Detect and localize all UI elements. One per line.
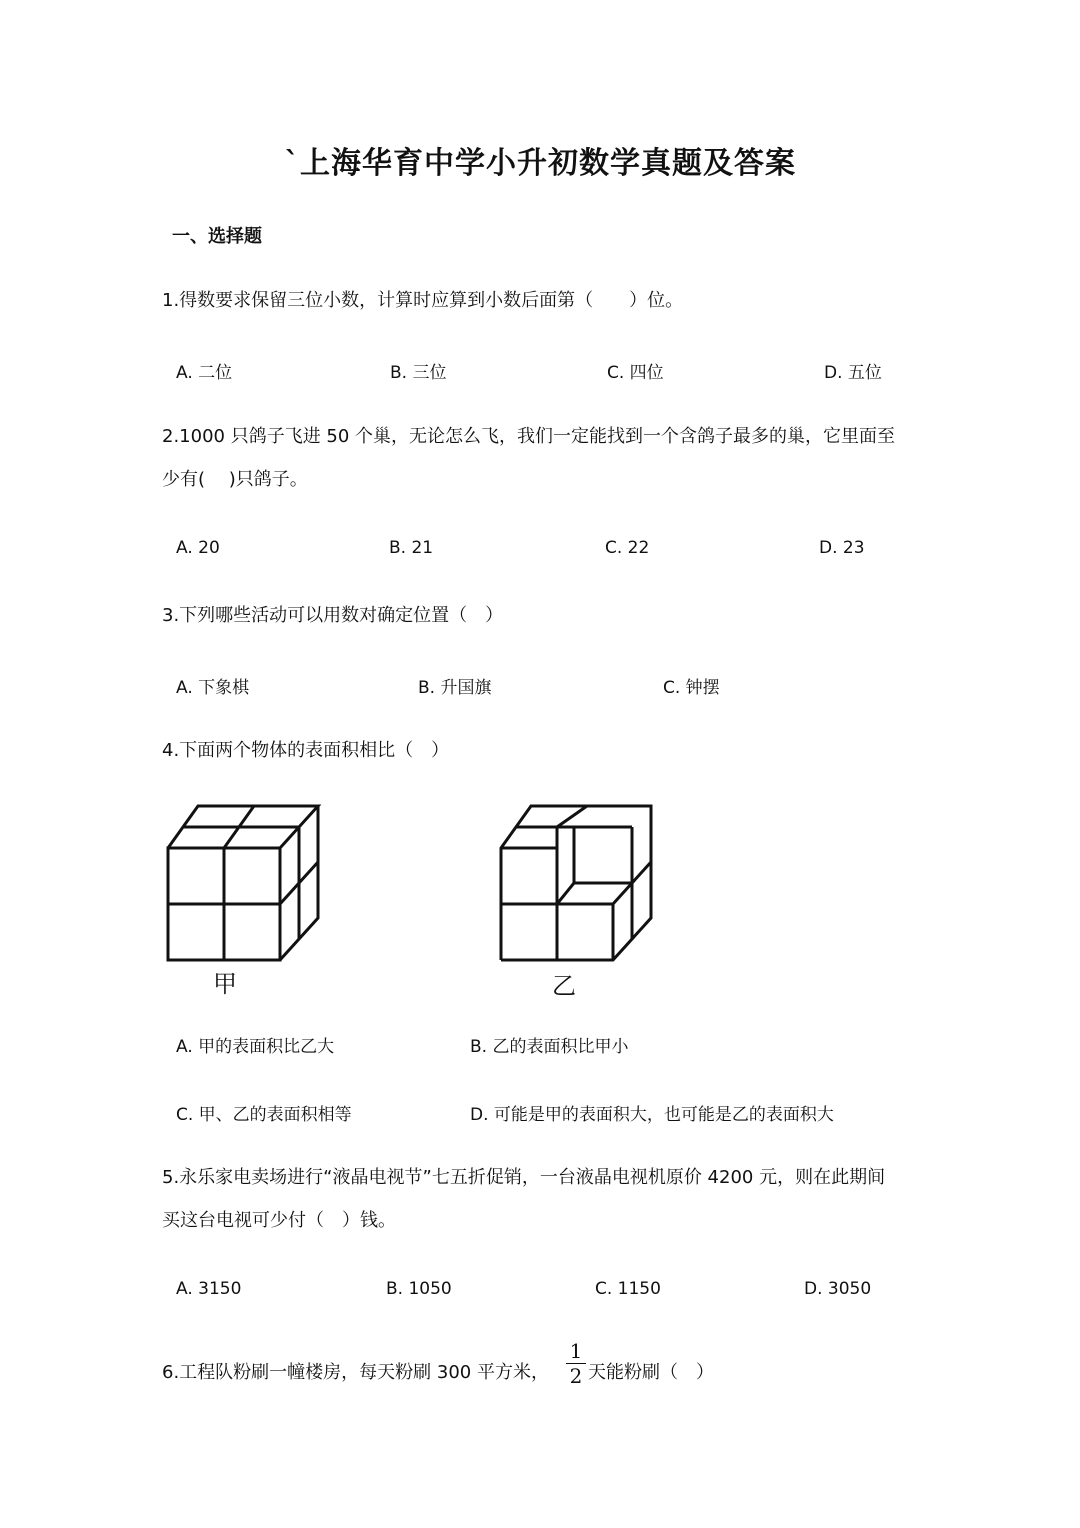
question-5-line-1: 5.永乐家电卖场进行“液晶电视节”七五折促销，一台液晶电视机原价 4200 元，则在此期间 [162, 1167, 886, 1188]
q2-option-c: C. 22 [605, 538, 650, 558]
page-title: `上海华育中学小升初数学真题及答案 [284, 146, 796, 181]
q1-option-c: C. 四位 [607, 363, 664, 383]
cube-figure-yi [493, 798, 663, 968]
question-2-line-1: 2.1000 只鸽子飞进 50 个巢，无论怎么飞，我们一定能找到一个含鸽子最多的巢，它里面至 [162, 426, 896, 447]
question-2-line-2: 少有( )只鸽子。 [162, 469, 308, 490]
q1-option-b: B. 三位 [390, 363, 447, 383]
q1-option-a: A. 二位 [176, 363, 233, 383]
section-heading: 一、选择题 [172, 226, 262, 247]
question-6-text-after: 天能粉刷（ ） [588, 1362, 714, 1383]
q5-option-c: C. 1150 [595, 1279, 661, 1299]
q4-option-a: A. 甲的表面积比乙大 [176, 1037, 335, 1057]
q5-option-b: B. 1050 [386, 1279, 452, 1299]
q1-option-d: D. 五位 [824, 363, 882, 383]
fraction-denominator: 2 [569, 1364, 583, 1388]
q4-option-b: B. 乙的表面积比甲小 [470, 1037, 629, 1057]
question-3: 3.下列哪些活动可以用数对确定位置（ ） [162, 605, 504, 626]
fraction-numerator: 1 [569, 1339, 583, 1363]
question-6-text-before: 6.工程队粉刷一幢楼房，每天粉刷 300 平方米， [162, 1362, 549, 1383]
question-5-line-2: 买这台电视可少付（ ）钱。 [162, 1210, 396, 1231]
q4-option-c: C. 甲、乙的表面积相等 [176, 1105, 352, 1125]
cube-figure-jia [160, 798, 330, 968]
question-1: 1.得数要求保留三位小数，计算时应算到小数后面第（ ）位。 [162, 290, 684, 311]
fraction-one-half [566, 1340, 586, 1387]
q2-option-a: A. 20 [176, 538, 220, 558]
q3-option-a: A. 下象棋 [176, 678, 250, 698]
question-4: 4.下面两个物体的表面积相比（ ） [162, 740, 450, 761]
q2-option-b: B. 21 [389, 538, 434, 558]
figure-label-jia: 甲 [213, 970, 237, 998]
q3-option-c: C. 钟摆 [663, 678, 720, 698]
q5-option-a: A. 3150 [176, 1279, 242, 1299]
q5-option-d: D. 3050 [804, 1279, 872, 1299]
q4-option-d: D. 可能是甲的表面积大，也可能是乙的表面积大 [470, 1105, 834, 1125]
q3-option-b: B. 升国旗 [418, 678, 492, 698]
q2-option-d: D. 23 [819, 538, 865, 558]
figure-label-yi: 乙 [552, 972, 576, 1000]
